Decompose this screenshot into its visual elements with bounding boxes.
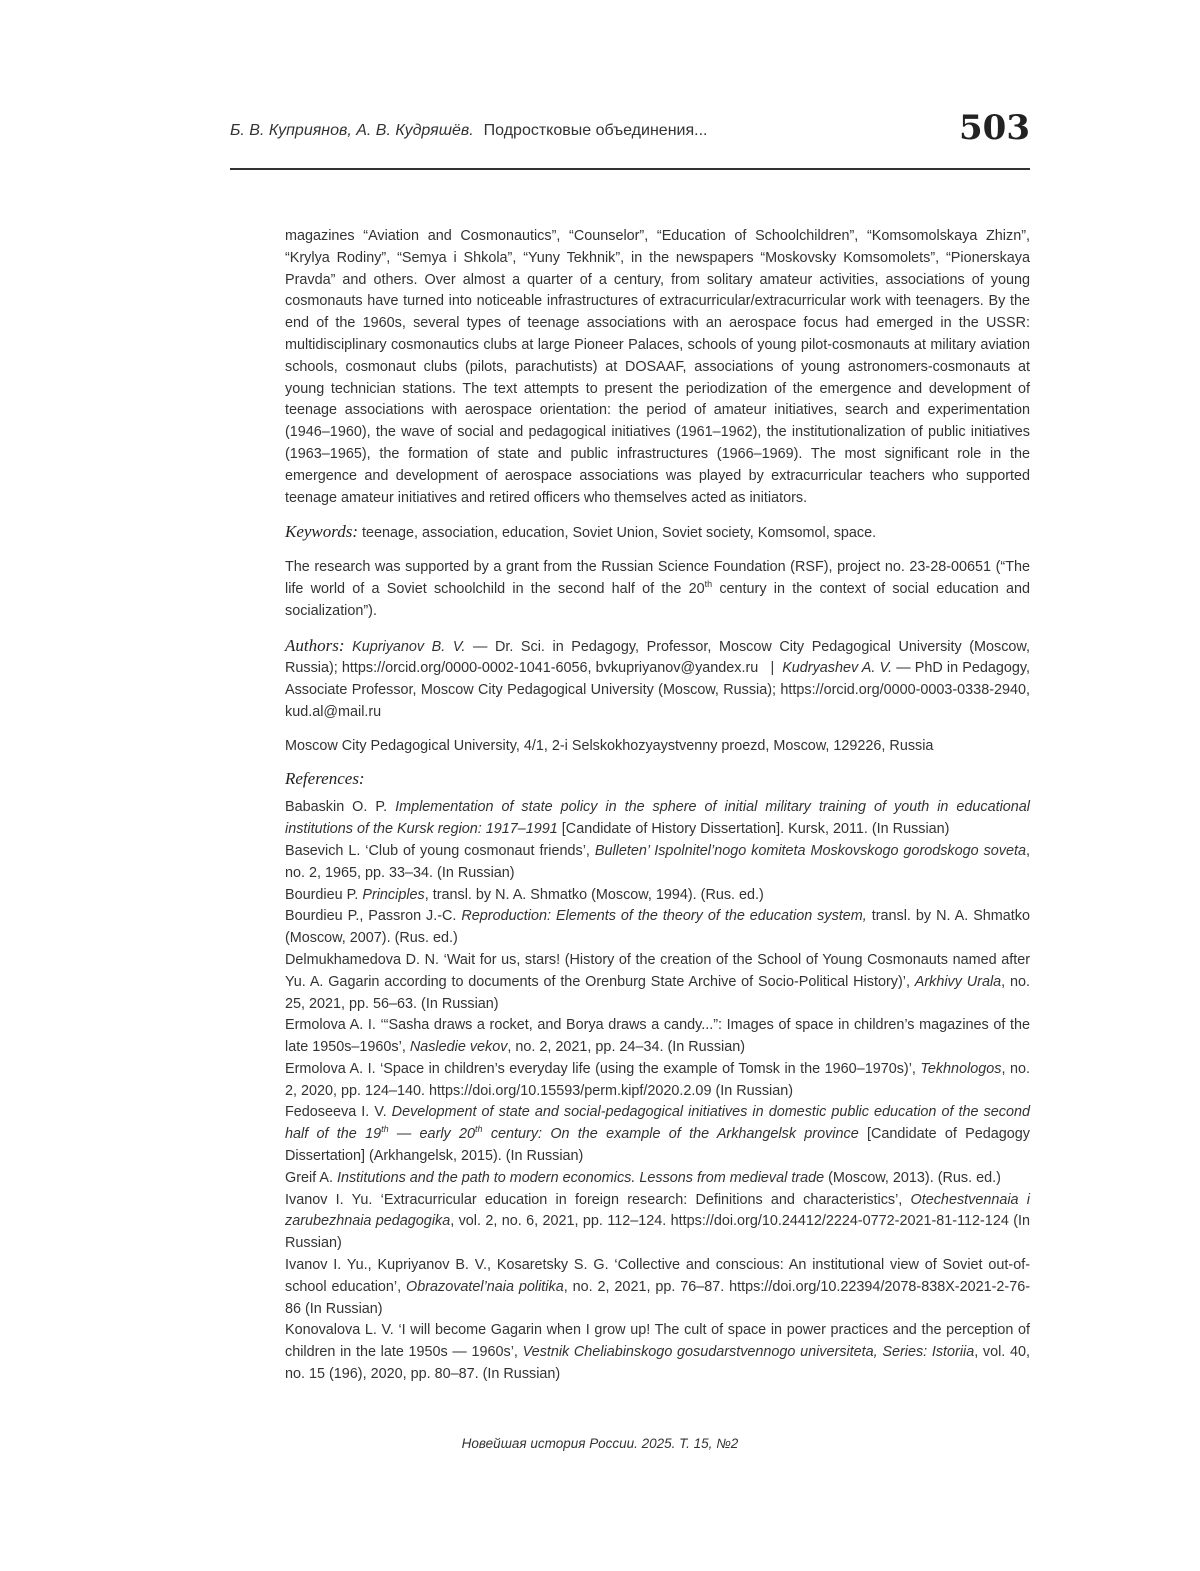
keywords-label: Keywords: bbox=[285, 522, 359, 542]
funding-text-before: The research was supported by a grant from the Russian Science Foundation (RSF), project no. 23-28-00651 (“The life world of a Soviet schoolchild in the second half of the 20 bbox=[285, 559, 1030, 597]
ref-title: Reproduction: Elements of the theory of the education system, bbox=[461, 908, 867, 925]
ref-title: Obrazovatel’naia politika bbox=[406, 1278, 564, 1295]
ref-text: Delmukhamedova D. N. ‘Wait for us, stars! (History of the creation of the School of Young Cosmonauts named after Yu. A. Gagarin according to documents of the Orenburg State Archive of Socio-Political History)’, bbox=[285, 951, 1030, 990]
ref-text: , no. 25, 2021, pp. 56–63. (In Russian) bbox=[285, 973, 1030, 1012]
ref-text: , no. 2, 2020, pp. 124–140. https://doi.org/10.15593/perm.kipf/2020.2.09 (In Russian) bbox=[285, 1060, 1030, 1099]
ref-text: Ermolova A. I. ‘“Sasha draws a rocket, and Borya draws a candy...”: Images of space in children’s magazines of the late 1950s–1960s’, bbox=[285, 1017, 1030, 1056]
reference-item bbox=[285, 1320, 1030, 1385]
ref-sup: th bbox=[381, 1124, 389, 1135]
reference-item bbox=[285, 1255, 1030, 1320]
author-2-info: — PhD in Pedagogy, Associate Professor, Moscow City Pedagogical University (Moscow, Russia); https://orcid.org/0000-0003-0338-2940, kud.al@mail.ru bbox=[285, 660, 1031, 720]
abstract-text: magazines “Aviation and Cosmonautics”, “Counselor”, “Education of Schoolchildren”, “Komsomolskaya Zhizn”, “Krylya Rodiny”, “Semya i Shkola”, “Yuny Tekhnik”, in the newspapers “Moskovsky Komsomolets”, “Pionerskaya Pravda” and others. Over almost a quarter of a century, from solitary amateur activities, associations of young cosmonauts have turned into noticeable infrastructures of extracurricular/extracurricular work with teenagers. By the end of the 1960s, several types of teenage associations with an aerospace focus had emerged in the USSR: multidisciplinary cosmonautics clubs at large Pioneer Palaces, schools of young pilot-cosmonauts at military aviation schools, cosmonaut clubs (pilots, parachutists) at DOSAAF, associations of young astronomers-cosmonauts at young technician stations. The text attempts to present the periodization of the emergence and development of teenage associations with aerospace orientation: the period of amateur initiatives, search and experimentation (1946–1960), the wave of social and pedagogical initiatives (1961–1962), the institutionalization of public initiatives (1963–1965), the formation of state and public infrastructures (1966–1969). The most significant role in the emergence and development of aerospace associations was played by extracurricular teachers who supported teenage amateur initiatives and retired officers who themselves acted as initiators. bbox=[285, 228, 1030, 506]
ref-text: Ermolova A. I. ‘Space in children’s everyday life (using the example of Tomsk in the 1960–1970s)’, bbox=[285, 1060, 921, 1077]
running-head bbox=[230, 122, 707, 140]
reference-item bbox=[285, 1190, 1030, 1255]
ref-text: , vol. 40, no. 15 (196), 2020, pp. 80–87. (In Russian) bbox=[285, 1344, 1030, 1383]
ref-title: Institutions and the path to modern economics. Lessons from medieval trade bbox=[336, 1169, 825, 1186]
ref-text: (Moscow, 2013). (Rus. ed.) bbox=[824, 1169, 1001, 1186]
ref-title: century: On the example of the Arkhangelsk province bbox=[482, 1126, 859, 1143]
ref-text: Ivanov I. Yu., Kupriyanov B. V., Kosaretsky S. G. ‘Collective and conscious: An institutional view of Soviet out-of-school education’, bbox=[285, 1257, 1030, 1295]
ref-text: Bourdieu P., Passron J.-C. bbox=[285, 908, 462, 925]
ref-text: , no. 2, 2021, pp. 24–34. (In Russian) bbox=[507, 1039, 746, 1056]
reference-item bbox=[285, 841, 1030, 885]
ref-title: Bulleten’ Ispolnitel’nogo komiteta Moskovskogo gorodskogo soveta bbox=[594, 842, 1026, 859]
ref-title: Arkhivy Urala bbox=[914, 973, 1002, 990]
reference-item bbox=[285, 1015, 1030, 1059]
ref-text: [Candidate of History Dissertation]. Kursk, 2011. (In Russian) bbox=[557, 821, 950, 838]
funding-note bbox=[285, 557, 1030, 622]
running-head-authors: Б. В. Куприянов, А. В. Кудряшёв. bbox=[230, 122, 474, 139]
reference-item bbox=[285, 1168, 1030, 1190]
ref-text: , transl. by N. A. Shmatko (Moscow, 1994). (Rus. ed.) bbox=[424, 886, 764, 903]
ref-title: Implementation of state policy in the sphere of initial military training of youth in educational institutions of the Kursk region: 1917–1991 bbox=[285, 799, 1030, 838]
ref-title: Development of state and social-pedagogical initiatives in domestic public education of the second half of the 19 bbox=[285, 1104, 1031, 1143]
ref-text: Ivanov I. Yu. ‘Extracurricular education in foreign research: Definitions and characteristics’, bbox=[285, 1191, 911, 1208]
page-header bbox=[230, 108, 1030, 170]
ref-text: Fedoseeva I. V. bbox=[285, 1104, 392, 1121]
ref-text: Bourdieu P. bbox=[285, 886, 363, 903]
ref-title: Otechestvennaia i zarubezhnaia pedagogika bbox=[285, 1191, 1030, 1230]
ref-text: Babaskin O. P. bbox=[285, 799, 396, 816]
keywords bbox=[285, 521, 1030, 545]
keywords-text: teenage, association, education, Soviet Union, Soviet society, Komsomol, space. bbox=[362, 525, 877, 542]
ref-text: , no. 2, 2021, pp. 76–87. https://doi.org/10.22394/2078-838X-2021-2-76-86 (In Russian) bbox=[285, 1278, 1030, 1317]
ref-title: — early 20 bbox=[388, 1126, 476, 1143]
ref-title: Nasledie vekov bbox=[409, 1039, 508, 1056]
running-head-title: Подростковые объединения... bbox=[483, 122, 708, 139]
article-content bbox=[285, 226, 1030, 1386]
ref-title: Tekhnologos bbox=[920, 1060, 1002, 1077]
reference-item bbox=[285, 950, 1030, 1015]
ref-text: , vol. 2, no. 6, 2021, pp. 112–124. https://doi.org/10.24412/2224-0772-2021-81-112-124 (In Russian) bbox=[285, 1213, 1030, 1252]
authors-block bbox=[285, 635, 1030, 724]
reference-item bbox=[285, 1059, 1030, 1103]
author-1-info: — Dr. Sci. in Pedagogy, Professor, Moscow City Pedagogical University (Moscow, Russia); https://orcid.org/0000-0002-1041-6056, bvkupriyanov@yandex.ru bbox=[285, 638, 1031, 677]
reference-item bbox=[285, 797, 1030, 841]
ref-title: Vestnik Cheliabinskogo gosudarstvennogo universiteta, Series: Istoriia bbox=[522, 1344, 975, 1361]
ref-text: Konovalova L. V. ‘I will become Gagarin when I grow up! The cult of space in power practices and the perception of children in the late 1950s — 1960s’, bbox=[285, 1322, 1030, 1361]
author-2-name: Kudryashev A. V. bbox=[782, 660, 893, 677]
affiliation-address: Moscow City Pedagogical University, 4/1, 2-i Selskokhozyaystvenny proezd, Moscow, 129226, Russia bbox=[285, 737, 934, 754]
ref-text: Greif A. bbox=[285, 1169, 337, 1186]
ref-text: transl. by N. A. Shmatko (Moscow, 2007). (Rus. ed.) bbox=[285, 908, 1030, 947]
reference-item bbox=[285, 906, 1030, 950]
funding-sup: th bbox=[704, 579, 713, 590]
authors-label: Authors: bbox=[285, 635, 345, 655]
ref-text: [Candidate of Pedagogy Dissertation] (Arkhangelsk, 2015). (In Russian) bbox=[285, 1126, 1030, 1165]
page-number: 503 bbox=[959, 108, 1030, 148]
ref-text: Basevich L. ‘Club of young cosmonaut friends’, bbox=[285, 842, 595, 859]
ref-title: Principles bbox=[362, 886, 425, 903]
authors-separator: | bbox=[770, 660, 775, 677]
ref-text: , no. 2, 1965, pp. 33–34. (In Russian) bbox=[285, 842, 1030, 881]
reference-item bbox=[285, 1102, 1030, 1167]
reference-item bbox=[285, 885, 1030, 907]
references-heading bbox=[285, 768, 1030, 792]
funding-text-after: century in the context of social education and socialization”). bbox=[285, 580, 1030, 619]
references-label: References: bbox=[285, 768, 365, 788]
ref-sup: th bbox=[475, 1124, 483, 1135]
author-1-name: Kupriyanov B. V. bbox=[352, 638, 466, 655]
page-footer: Новейшая история России. 2025. Т. 15, №2 bbox=[461, 1436, 739, 1451]
